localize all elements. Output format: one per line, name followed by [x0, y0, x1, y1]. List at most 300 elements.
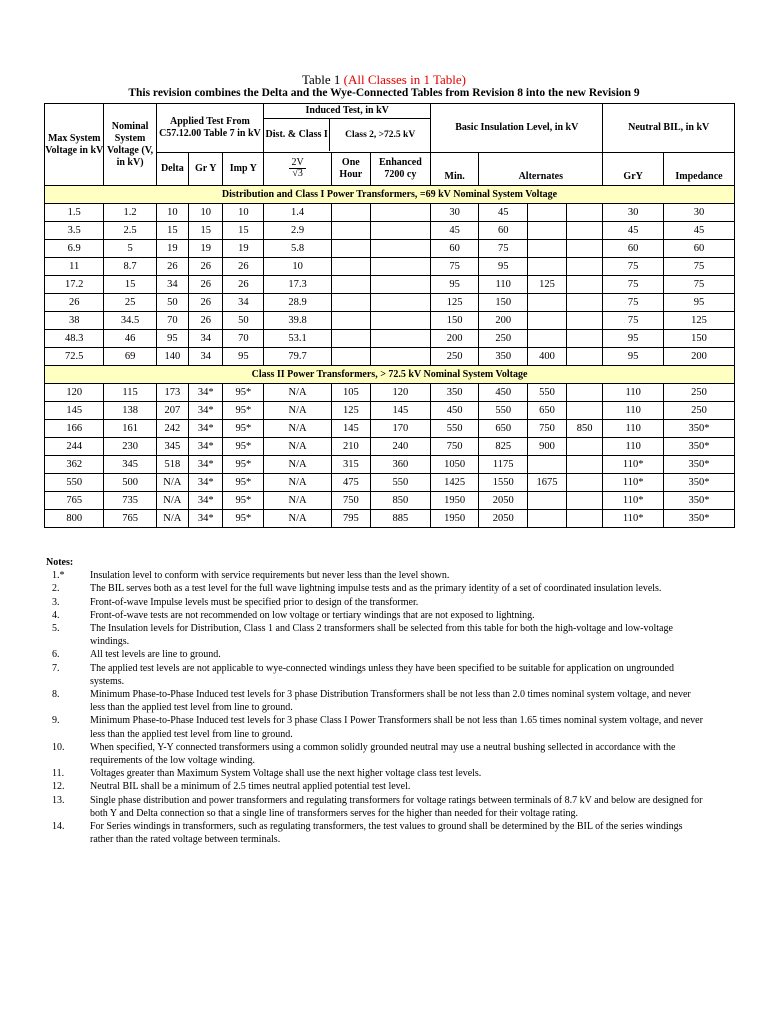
table-cell: 95* — [223, 492, 264, 510]
table-cell — [566, 438, 603, 456]
table-cell: 1550 — [479, 474, 528, 492]
notes-heading: Notes: — [46, 557, 74, 568]
table-row — [45, 240, 735, 258]
table-cell: 95 — [603, 330, 664, 348]
table-cell: 95* — [223, 456, 264, 474]
table-cell: 34.5 — [104, 312, 156, 330]
note-number: 5. — [52, 623, 60, 635]
table-cell: 120 — [370, 384, 431, 402]
table-cell: 400 — [528, 348, 567, 366]
header-neutral-bil: Neutral BIL, in kV — [603, 104, 735, 153]
table-cell — [566, 222, 603, 240]
table-cell: 350 — [431, 384, 479, 402]
table-cell: 48.3 — [45, 330, 104, 348]
table-cell — [566, 510, 603, 528]
table-cell: 75 — [603, 258, 664, 276]
table-cell: 825 — [479, 438, 528, 456]
table-cell: 550 — [528, 384, 567, 402]
table-row — [45, 456, 735, 474]
table-cell: 34 — [189, 348, 223, 366]
table-cell: 850 — [370, 492, 431, 510]
note-text: Front-of-wave tests are not recommended on low voltage or tertiary windings that are not exposed to lightning. — [90, 609, 535, 621]
table-cell: 53.1 — [264, 330, 332, 348]
sqrt-fraction — [289, 158, 305, 179]
table-cell: 26 — [45, 294, 104, 312]
table-cell — [332, 348, 371, 366]
table-row — [45, 258, 735, 276]
table-cell: 3.5 — [45, 222, 104, 240]
table-title-prefix: Table 1 — [301, 72, 341, 87]
table-cell: 5.8 — [264, 240, 332, 258]
header-impedance: Impedance — [663, 153, 734, 186]
table-cell: 15 — [156, 222, 188, 240]
table-cell: 140 — [156, 348, 188, 366]
table-cell: 125 — [528, 276, 567, 294]
table-cell: 19 — [189, 240, 223, 258]
table-cell: 200 — [431, 330, 479, 348]
table-cell: 15 — [223, 222, 264, 240]
table-cell: 207 — [156, 402, 188, 420]
table-row — [45, 204, 735, 222]
header-nominal-system-voltage: Nominal System Voltage (V, in kV) — [104, 104, 156, 186]
table-cell: 34* — [189, 438, 223, 456]
table-cell: 95 — [603, 348, 664, 366]
table-cell: 95* — [223, 402, 264, 420]
table-cell: 145 — [332, 420, 371, 438]
note-text: For Series windings in transformers, such as regulating transformers, the test values to ground shall be determined by the BIL of the series windings rather than the rated voltage between terminals. — [90, 821, 683, 846]
table-cell: 166 — [45, 420, 104, 438]
table-cell: 765 — [45, 492, 104, 510]
table-cell — [528, 312, 567, 330]
table-cell: 34* — [189, 420, 223, 438]
table-body-section-2 — [45, 384, 735, 528]
table-cell: 95* — [223, 510, 264, 528]
note-number: 7. — [52, 662, 60, 674]
table-cell — [566, 312, 603, 330]
table-cell: 10 — [264, 258, 332, 276]
note-number: 9. — [52, 715, 60, 727]
table-cell: 75 — [663, 276, 734, 294]
table-cell: 95 — [431, 276, 479, 294]
table-cell: 250 — [431, 348, 479, 366]
table-cell: 242 — [156, 420, 188, 438]
table-cell — [566, 258, 603, 276]
table-row — [45, 222, 735, 240]
note-number: 11. — [52, 768, 65, 780]
note-item — [46, 569, 706, 582]
table-cell: 230 — [104, 438, 156, 456]
table-cell: 518 — [156, 456, 188, 474]
note-number: 8. — [52, 689, 60, 701]
table-cell: 1425 — [431, 474, 479, 492]
table-cell: 50 — [223, 312, 264, 330]
table-cell — [566, 474, 603, 492]
table-cell: 1050 — [431, 456, 479, 474]
table-row — [45, 492, 735, 510]
table-cell: N/A — [156, 510, 188, 528]
table-cell: 750 — [431, 438, 479, 456]
table-cell: 315 — [332, 456, 371, 474]
table-cell: 70 — [156, 312, 188, 330]
table-cell: 350 — [479, 348, 528, 366]
table-cell: 75 — [603, 312, 664, 330]
table-cell: 34* — [189, 384, 223, 402]
table-cell: 110 — [603, 438, 664, 456]
table-cell: 1.4 — [264, 204, 332, 222]
table-cell — [566, 492, 603, 510]
table-cell: 26 — [156, 258, 188, 276]
table-cell — [566, 402, 603, 420]
table-cell: 34* — [189, 474, 223, 492]
section-distribution-class1 — [45, 186, 735, 204]
header-one-hour: One Hour — [332, 153, 371, 186]
table-cell: 95* — [223, 438, 264, 456]
table-cell: 6.9 — [45, 240, 104, 258]
table-cell: 550 — [45, 474, 104, 492]
table-cell: 145 — [45, 402, 104, 420]
table-cell: 1675 — [528, 474, 567, 492]
header-induced-sub — [264, 119, 430, 151]
header-applied-test: Applied Test From C57.12.00 Table 7 in kV — [156, 104, 264, 153]
table-cell: 350* — [663, 510, 734, 528]
table-cell: 105 — [332, 384, 371, 402]
table-cell — [370, 348, 431, 366]
note-item — [46, 820, 706, 846]
table-cell — [332, 276, 371, 294]
header-enhanced: Enhanced 7200 cy — [370, 153, 431, 186]
table-cell — [332, 330, 371, 348]
table-cell: 5 — [104, 240, 156, 258]
table-cell: 30 — [603, 204, 664, 222]
table-cell: 95 — [223, 348, 264, 366]
header-row-1 — [45, 104, 735, 153]
table-row — [45, 294, 735, 312]
table-cell: 150 — [479, 294, 528, 312]
table-cell — [528, 258, 567, 276]
note-number: 4. — [52, 609, 60, 621]
table-cell: 45 — [431, 222, 479, 240]
table-cell: 30 — [663, 204, 734, 222]
table-cell: 19 — [156, 240, 188, 258]
table-cell: 95 — [663, 294, 734, 312]
table-cell — [332, 222, 371, 240]
note-item — [46, 622, 706, 648]
note-number: 2. — [52, 583, 60, 595]
table-cell: 26 — [223, 276, 264, 294]
table-cell: 95* — [223, 474, 264, 492]
table-cell: 1950 — [431, 492, 479, 510]
table-cell: 2.5 — [104, 222, 156, 240]
table-cell: 1.2 — [104, 204, 156, 222]
table-cell: 8.7 — [104, 258, 156, 276]
table-cell: 650 — [528, 402, 567, 420]
table-cell: 26 — [223, 258, 264, 276]
table-cell: 240 — [370, 438, 431, 456]
table-cell: 250 — [479, 330, 528, 348]
table-cell: 850 — [566, 420, 603, 438]
table-cell: 138 — [104, 402, 156, 420]
table-cell: 25 — [104, 294, 156, 312]
table-cell — [528, 294, 567, 312]
table-cell — [370, 240, 431, 258]
table-cell: N/A — [264, 384, 332, 402]
note-number: 13. — [52, 794, 65, 806]
table-cell — [332, 294, 371, 312]
table-row — [45, 420, 735, 438]
table-cell — [566, 330, 603, 348]
note-text: Front-of-wave Impulse levels must be specified prior to design of the transformer. — [90, 596, 419, 608]
table-cell — [528, 456, 567, 474]
header-imp-y: Imp Y — [223, 153, 264, 186]
note-item — [46, 714, 706, 740]
table-cell — [332, 258, 371, 276]
note-text: The BIL serves both as a test level for the full wave lightning impulse tests and as the primary identity of a set of coordinated insulation levels. — [90, 583, 662, 595]
section-title-2: Class II Power Transformers, > 72.5 kV Nominal System Voltage — [45, 366, 735, 384]
table-cell: 75 — [479, 240, 528, 258]
table-body-section-1 — [45, 204, 735, 366]
table-cell — [566, 294, 603, 312]
table-cell: 650 — [479, 420, 528, 438]
table-subtitle: This revision combines the Delta and the Wye-Connected Tables from Revision 8 into the new Revision 9 — [128, 87, 640, 99]
table-row — [45, 330, 735, 348]
header-delta: Delta — [156, 153, 188, 186]
table-cell: 50 — [156, 294, 188, 312]
table-cell: 45 — [603, 222, 664, 240]
note-item — [46, 794, 706, 820]
table-cell: 115 — [104, 384, 156, 402]
table-cell: 110* — [603, 456, 664, 474]
table-row — [45, 384, 735, 402]
note-number: 12. — [52, 781, 65, 793]
table-cell: 10 — [156, 204, 188, 222]
table-cell: 120 — [45, 384, 104, 402]
sqrt-denominator: √3 — [292, 168, 303, 179]
table-cell: 17.3 — [264, 276, 332, 294]
table-cell: 15 — [104, 276, 156, 294]
table-cell: 110 — [479, 276, 528, 294]
header-max-system-voltage: Max System Voltage in kV — [45, 104, 104, 186]
notes-list — [46, 569, 706, 846]
table-cell: N/A — [264, 510, 332, 528]
table-cell: 79.7 — [264, 348, 332, 366]
table-cell: 350* — [663, 456, 734, 474]
table-cell: 38 — [45, 312, 104, 330]
header-alternates: Alternates — [479, 153, 603, 186]
table-cell — [528, 492, 567, 510]
table-cell: 885 — [370, 510, 431, 528]
table-cell: 34* — [189, 492, 223, 510]
note-item — [46, 609, 706, 622]
note-text: Voltages greater than Maximum System Voltage shall use the next higher voltage class test levels. — [90, 768, 482, 780]
table-cell: 450 — [431, 402, 479, 420]
table-cell: 39.8 — [264, 312, 332, 330]
table-cell: 75 — [603, 276, 664, 294]
table-cell: 800 — [45, 510, 104, 528]
table-cell: 110* — [603, 510, 664, 528]
table-cell: 1175 — [479, 456, 528, 474]
table-cell — [566, 204, 603, 222]
table-cell — [370, 276, 431, 294]
note-item — [46, 688, 706, 714]
table-cell: 250 — [663, 402, 734, 420]
note-text: When specified, Y-Y connected transformers using a common solidly grounded neutral may use a neutral bushing sellected in accordance with the requirements of the low voltage winding. — [90, 741, 676, 767]
table-cell: 34 — [156, 276, 188, 294]
note-number: 3. — [52, 596, 60, 608]
table-cell: 72.5 — [45, 348, 104, 366]
table-cell: 11 — [45, 258, 104, 276]
table-cell: N/A — [264, 474, 332, 492]
table-cell: 19 — [223, 240, 264, 258]
note-item — [46, 662, 706, 688]
header-induced-test-label: Induced Test, in kV — [264, 104, 430, 119]
table-cell: 95 — [156, 330, 188, 348]
table-cell: 34 — [223, 294, 264, 312]
note-item — [46, 648, 706, 661]
table-cell: 60 — [479, 222, 528, 240]
table-cell: 765 — [104, 510, 156, 528]
table-cell: 26 — [189, 258, 223, 276]
table-cell: 2.9 — [264, 222, 332, 240]
table-cell: 173 — [156, 384, 188, 402]
table-cell: 150 — [431, 312, 479, 330]
note-text: All test levels are line to ground. — [90, 649, 221, 661]
table-cell: 244 — [45, 438, 104, 456]
note-text: Single phase distribution and power transformers and regulating transformers for voltage ratings between terminals of 8.7 kV and below are designed for both Y and Delta connection so that a single line of transformers serves for the higher than needed for their voltage rating. — [90, 794, 703, 819]
table-cell: 550 — [479, 402, 528, 420]
table-cell: 200 — [663, 348, 734, 366]
table-cell: 95* — [223, 384, 264, 402]
table-cell — [370, 222, 431, 240]
note-number: 1.* — [52, 570, 65, 582]
table-cell — [332, 240, 371, 258]
table-cell: 750 — [332, 492, 371, 510]
table-cell: 10 — [223, 204, 264, 222]
table-cell — [528, 204, 567, 222]
table-cell — [566, 348, 603, 366]
table-cell: 10 — [189, 204, 223, 222]
table-row — [45, 474, 735, 492]
table-cell: 26 — [189, 276, 223, 294]
table-cell: 75 — [663, 258, 734, 276]
table-cell: 30 — [431, 204, 479, 222]
table-row — [45, 510, 735, 528]
table-cell: 110* — [603, 474, 664, 492]
table-cell: 345 — [104, 456, 156, 474]
notes-section — [46, 556, 706, 846]
table-cell: 362 — [45, 456, 104, 474]
note-item — [46, 767, 706, 780]
table-cell: 45 — [479, 204, 528, 222]
table-cell: 200 — [479, 312, 528, 330]
table-cell: 1950 — [431, 510, 479, 528]
note-item — [46, 780, 706, 793]
table-cell: 110* — [603, 492, 664, 510]
table-cell: 45 — [663, 222, 734, 240]
table-cell: 125 — [663, 312, 734, 330]
table-cell: 1.5 — [45, 204, 104, 222]
table-cell: 345 — [156, 438, 188, 456]
table-cell: N/A — [264, 420, 332, 438]
table-cell — [370, 294, 431, 312]
table-cell — [370, 330, 431, 348]
table-cell: 2050 — [479, 492, 528, 510]
header-gry: GrY — [603, 153, 664, 186]
table-cell: 145 — [370, 402, 431, 420]
table-cell: 500 — [104, 474, 156, 492]
note-item — [46, 582, 706, 595]
table-cell: 69 — [104, 348, 156, 366]
header-sqrt-formula — [264, 153, 332, 186]
table-cell: 350* — [663, 420, 734, 438]
table-cell: N/A — [264, 492, 332, 510]
table-cell — [332, 312, 371, 330]
table-cell: 34 — [189, 330, 223, 348]
table-cell — [528, 240, 567, 258]
table-cell: 350* — [663, 492, 734, 510]
table-cell: 161 — [104, 420, 156, 438]
table-cell: 28.9 — [264, 294, 332, 312]
table-cell: N/A — [156, 474, 188, 492]
table-cell: 110 — [603, 384, 664, 402]
note-item — [46, 596, 706, 609]
table-cell: 60 — [603, 240, 664, 258]
table-cell: 95* — [223, 420, 264, 438]
table-row — [45, 348, 735, 366]
header-bil: Basic Insulation Level, in kV — [431, 104, 603, 153]
table-cell — [528, 510, 567, 528]
table-cell — [332, 204, 371, 222]
table-cell: 34* — [189, 456, 223, 474]
table-title — [0, 72, 768, 88]
table-cell: 60 — [663, 240, 734, 258]
table-cell: 15 — [189, 222, 223, 240]
table-cell — [566, 276, 603, 294]
table-cell: 350* — [663, 438, 734, 456]
table-cell: 75 — [603, 294, 664, 312]
table-cell: 550 — [431, 420, 479, 438]
table-row — [45, 438, 735, 456]
table-cell: 750 — [528, 420, 567, 438]
note-number: 14. — [52, 821, 65, 833]
table-cell: 17.2 — [45, 276, 104, 294]
table-cell: 70 — [223, 330, 264, 348]
header-gr-y: Gr Y — [189, 153, 223, 186]
table-cell: 795 — [332, 510, 371, 528]
table-cell: 26 — [189, 312, 223, 330]
note-text: Insulation level to conform with service requirements but never less than the level shown. — [90, 570, 450, 582]
table-cell — [566, 384, 603, 402]
note-text: The Insulation levels for Distribution, Class 1 and Class 2 transformers shall be selected from this table for both the high-voltage and low-voltage windings. — [90, 623, 673, 648]
note-item — [46, 741, 706, 767]
table-cell: 125 — [431, 294, 479, 312]
table-cell: 450 — [479, 384, 528, 402]
table-cell: 350* — [663, 474, 734, 492]
table-cell: 550 — [370, 474, 431, 492]
header-induced-test — [264, 104, 431, 153]
header-min: Min. — [431, 153, 479, 186]
table-cell: 75 — [431, 258, 479, 276]
table-cell — [370, 312, 431, 330]
table-cell — [566, 240, 603, 258]
table-cell: 250 — [663, 384, 734, 402]
table-cell: 46 — [104, 330, 156, 348]
table-row — [45, 312, 735, 330]
table-cell: 735 — [104, 492, 156, 510]
table-cell: 150 — [663, 330, 734, 348]
table-cell: 110 — [603, 402, 664, 420]
table-cell: 26 — [189, 294, 223, 312]
table-cell: 170 — [370, 420, 431, 438]
